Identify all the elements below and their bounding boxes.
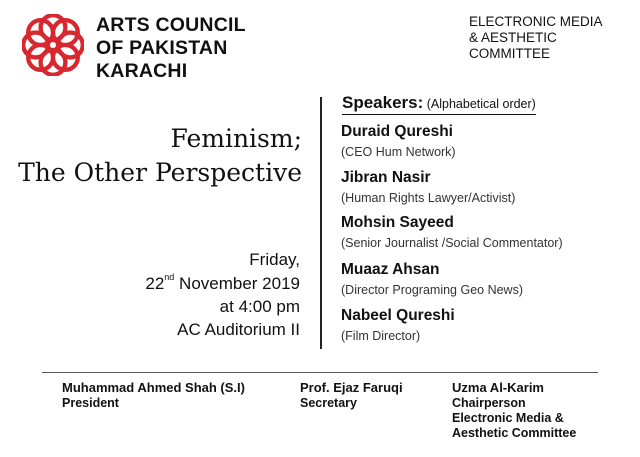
speaker-name: Mohsin Sayeed	[341, 214, 454, 231]
speaker-name: Jibran Nasir	[341, 169, 431, 186]
speaker-name: Muaaz Ahsan	[341, 261, 440, 278]
vertical-divider	[320, 97, 322, 349]
org-name-line1: ARTS COUNCIL	[96, 14, 246, 36]
speakers-heading	[342, 93, 536, 115]
speaker-role: (Senior Journalist /Social Commentator)	[341, 236, 563, 250]
footer-divider	[42, 372, 598, 373]
speaker-role: (Director Programing Geo News)	[341, 283, 523, 297]
event-title-line1: Feminism;	[170, 124, 302, 153]
org-name-line3: KARACHI	[96, 60, 188, 82]
event-day: Friday,	[249, 250, 300, 269]
event-time: at 4:00 pm	[219, 297, 300, 316]
signatory-name: Prof. Ejaz Faruqi	[300, 380, 403, 395]
committee-line1: ELECTRONIC MEDIA	[469, 14, 603, 29]
committee-line3: COMMITTEE	[469, 46, 550, 61]
arts-council-logo	[22, 14, 84, 76]
event-title-line2: The Other Perspective	[18, 158, 302, 187]
speaker-role: (Human Rights Lawyer/Activist)	[341, 191, 516, 205]
event-venue: AC Auditorium II	[177, 320, 300, 339]
signatory-name: Uzma Al-Karim	[452, 380, 544, 395]
signatory-title: Chairperson	[452, 396, 526, 410]
org-name-line2: OF PAKISTAN	[96, 37, 228, 59]
event-date	[145, 274, 300, 294]
signatory-title: Electronic Media &	[452, 411, 564, 425]
speaker-name: Nabeel Qureshi	[341, 307, 455, 324]
event-date-suffix: nd	[164, 272, 175, 282]
speakers-heading-label: Speakers:	[342, 93, 424, 112]
signatory-title: Secretary	[300, 396, 357, 410]
speaker-name: Duraid Qureshi	[341, 123, 453, 140]
committee-line2: & AESTHETIC	[469, 30, 557, 45]
event-date-rest: November 2019	[174, 274, 300, 293]
speakers-heading-note: (Alphabetical order)	[423, 97, 536, 111]
speaker-role: (Film Director)	[341, 329, 421, 343]
event-date-num: 22	[145, 274, 165, 293]
signatory-name: Muhammad Ahmed Shah (S.I)	[62, 380, 245, 395]
signatory-title: Aesthetic Committee	[452, 426, 577, 440]
signatory-title: President	[62, 396, 119, 410]
speaker-role: (CEO Hum Network)	[341, 145, 456, 159]
